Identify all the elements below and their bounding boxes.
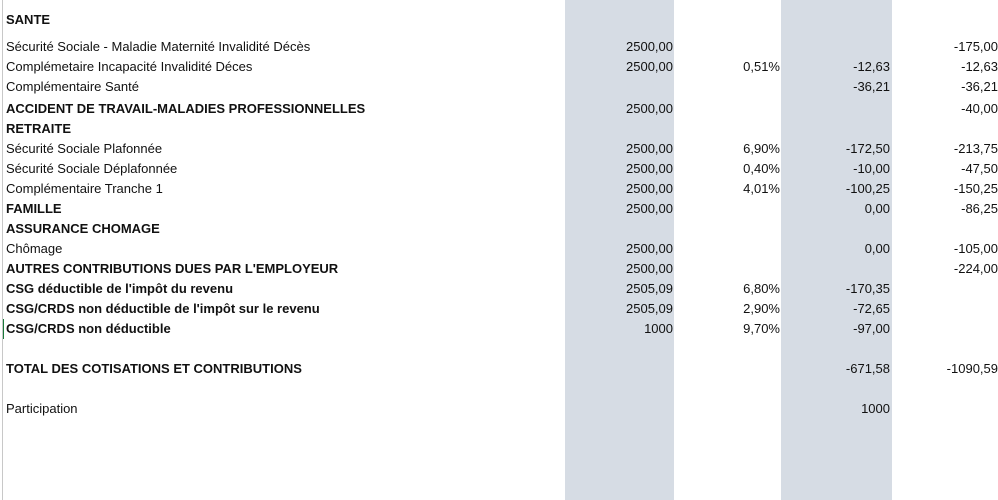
row-label[interactable]: Complémentaire Tranche 1 [6,181,163,196]
row-label[interactable]: CSG/CRDS non déductible de l'impôt sur le revenu [6,301,320,316]
row-label[interactable]: Participation [6,401,78,416]
table-row [0,57,998,77]
row-label[interactable]: Sécurité Sociale Déplafonnée [6,161,178,176]
base-cell[interactable]: 2500,00 [626,201,673,216]
row-label[interactable]: SANTE [6,12,51,27]
row-label[interactable]: Sécurité Sociale - Maladie Maternité Invalidité Décès [6,39,311,54]
row-label[interactable]: FAMILLE [6,201,62,216]
employer-amount-cell[interactable]: -224,00 [953,261,998,276]
base-cell[interactable]: 2505,09 [626,281,673,296]
table-row [0,139,998,159]
row-label[interactable]: Complémentaire Santé [6,79,139,94]
table-row [0,359,998,379]
employer-amount-cell[interactable]: -12,63 [961,59,998,74]
row-label[interactable]: Chômage [6,241,63,256]
table-row [0,219,998,239]
table-row [0,37,998,57]
employee-amount-cell[interactable]: -12,63 [853,59,890,74]
row-label[interactable]: ASSURANCE CHOMAGE [6,221,160,236]
rate-cell[interactable]: 9,70% [743,321,780,336]
base-cell[interactable]: 2500,00 [626,241,673,256]
table-row [0,299,998,319]
table-row [0,77,998,97]
base-cell[interactable]: 2500,00 [626,161,673,176]
row-label[interactable]: AUTRES CONTRIBUTIONS DUES PAR L'EMPLOYEUR [6,261,339,276]
employee-amount-cell[interactable]: -36,21 [853,79,890,94]
row-label[interactable]: CSG/CRDS non déductible [6,321,171,336]
employer-amount-cell[interactable]: -40,00 [961,101,998,116]
base-cell[interactable]: 2500,00 [626,101,673,116]
employee-amount-cell[interactable]: -172,50 [845,141,890,156]
base-cell[interactable]: 2500,00 [626,261,673,276]
rate-cell[interactable]: 6,90% [743,141,780,156]
base-cell[interactable]: 2500,00 [626,181,673,196]
employer-amount-cell[interactable]: -86,25 [961,201,998,216]
row-label[interactable]: RETRAITE [6,121,71,136]
table-row [0,159,998,179]
employee-amount-cell[interactable]: -97,00 [853,321,890,336]
table-row [0,179,998,199]
employee-amount-cell[interactable]: -671,58 [845,361,890,376]
rate-cell[interactable]: 0,40% [743,161,780,176]
rate-cell[interactable]: 4,01% [743,181,780,196]
base-cell[interactable]: 1000 [644,321,673,336]
rate-cell[interactable]: 6,80% [743,281,780,296]
employer-amount-cell[interactable]: -150,25 [953,181,998,196]
row-label[interactable]: Sécurité Sociale Plafonnée [6,141,163,156]
employee-amount-cell[interactable]: -170,35 [845,281,890,296]
table-row [0,10,998,30]
employer-amount-cell[interactable]: -213,75 [953,141,998,156]
employer-amount-cell[interactable]: -175,00 [953,39,998,54]
employee-amount-cell[interactable]: 0,00 [864,201,890,216]
base-cell[interactable]: 2500,00 [626,141,673,156]
employer-amount-cell[interactable]: -47,50 [961,161,998,176]
employee-amount-cell[interactable]: 1000 [861,401,890,416]
table-row [0,239,998,259]
table-row [0,399,998,419]
base-cell[interactable]: 2500,00 [626,59,673,74]
base-cell[interactable]: 2505,09 [626,301,673,316]
employee-amount-cell[interactable]: -10,00 [853,161,890,176]
row-label[interactable]: TOTAL DES COTISATIONS ET CONTRIBUTIONS [6,361,302,376]
employer-amount-cell[interactable]: -105,00 [953,241,998,256]
rate-cell[interactable]: 2,90% [743,301,780,316]
table-row [0,119,998,139]
table-row [0,99,998,119]
employee-amount-cell[interactable]: 0,00 [864,241,890,256]
row-label[interactable]: CSG déductible de l'impôt du revenu [6,281,234,296]
employer-amount-cell[interactable]: -36,21 [961,79,998,94]
row-label[interactable]: Complémetaire Incapacité Invalidité Déces [6,59,253,74]
employer-amount-cell[interactable]: -1090,59 [946,361,998,376]
base-cell[interactable]: 2500,00 [626,39,673,54]
row-label[interactable]: ACCIDENT DE TRAVAIL-MALADIES PROFESSIONNELLES [6,101,366,116]
table-row [0,319,998,339]
employee-amount-cell[interactable]: -72,65 [853,301,890,316]
rate-cell[interactable]: 0,51% [743,59,780,74]
table-row [0,199,998,219]
table-row [0,259,998,279]
table-row [0,279,998,299]
employee-amount-cell[interactable]: -100,25 [845,181,890,196]
